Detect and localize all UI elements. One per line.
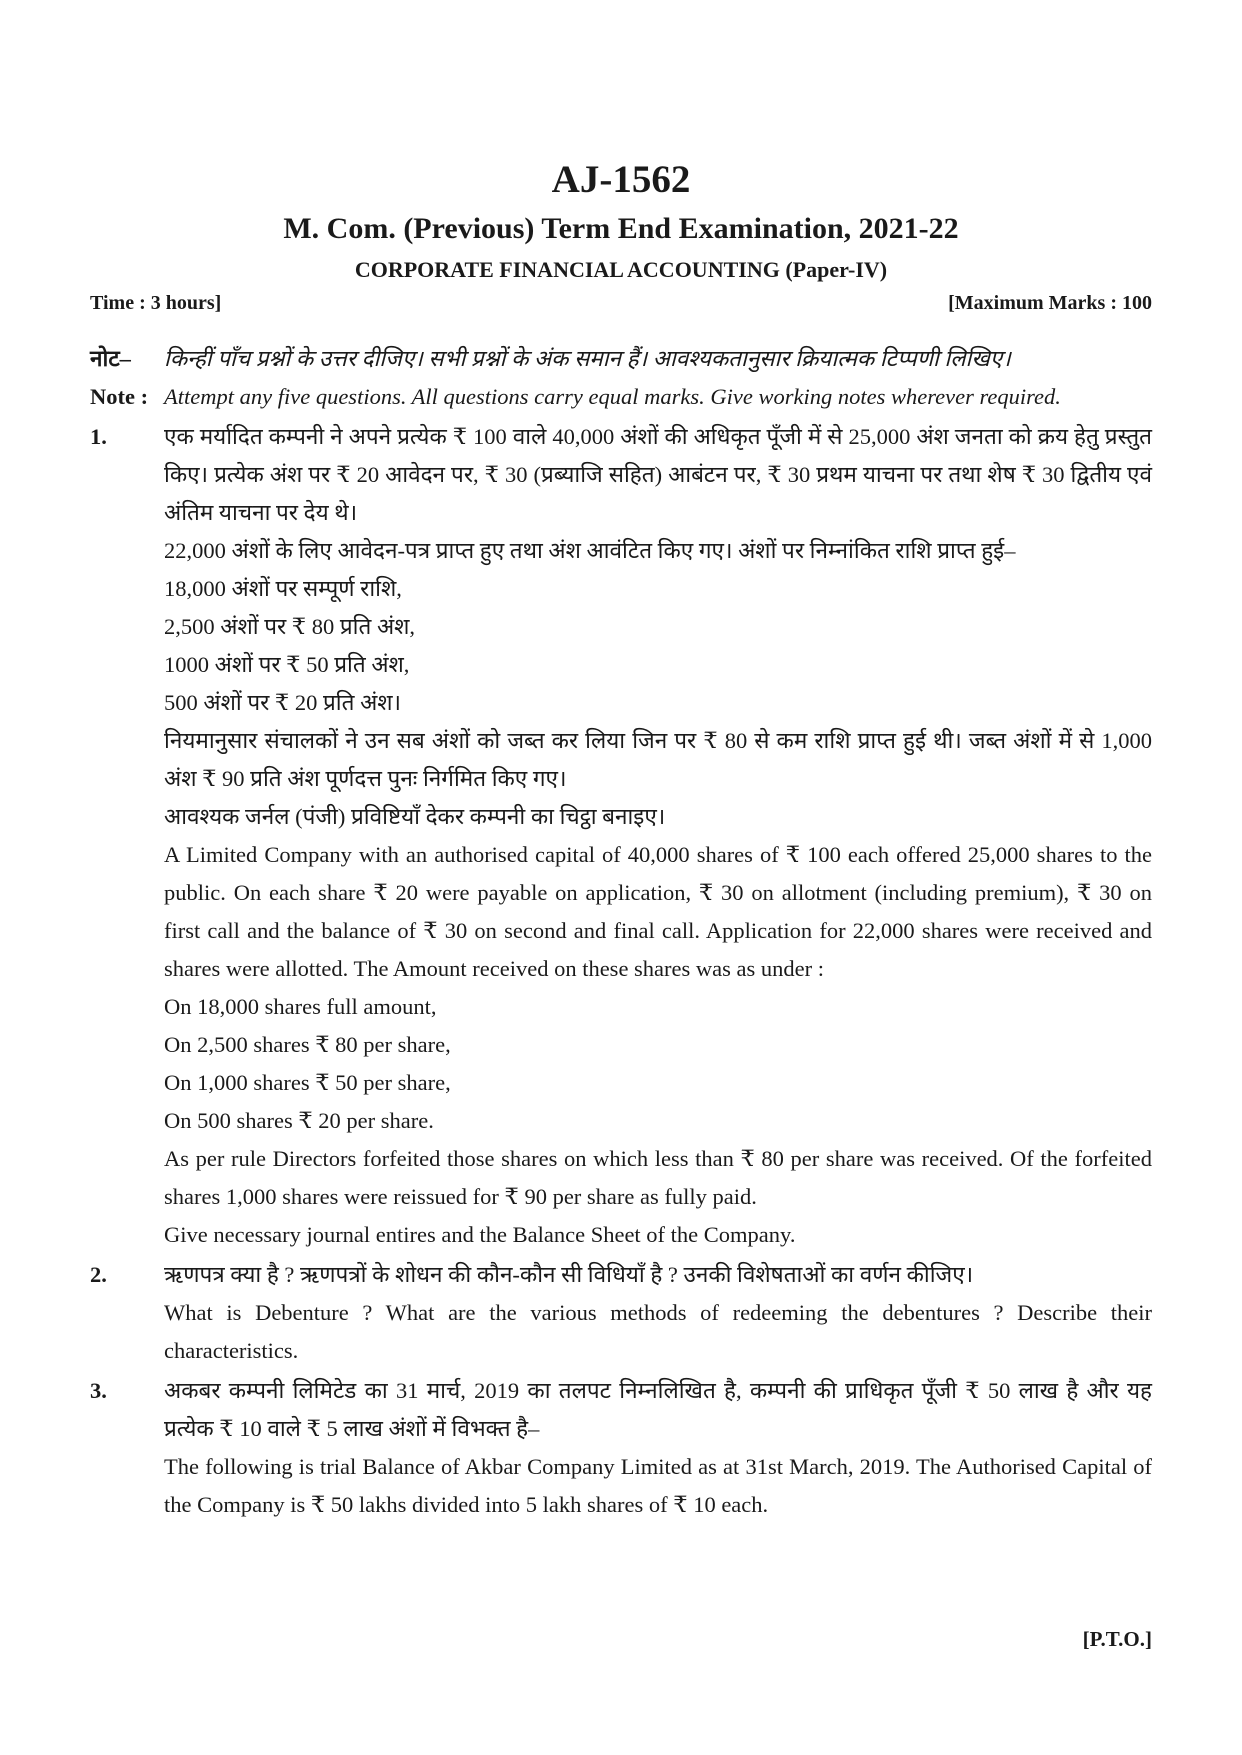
question-body [164, 418, 1152, 1254]
question-line: The following is trial Balance of Akbar Company Limited as at 31st March, 2019. The Authorised Capital of the Company is ₹ 50 lakhs divided into 5 lakh shares of ₹ 10 each. [164, 1454, 1152, 1517]
question-body [164, 1372, 1152, 1524]
question-line: Give necessary journal entires and the Balance Sheet of the Company. [164, 1222, 796, 1247]
hindi-note-text: किन्हीं पाँच प्रश्नों के उत्तर दीजिए। सभी प्रश्नों के अंक समान हैं। आवश्यकतानुसार क्रियात्मक टिप्पणी लिखिए। [164, 346, 1011, 371]
maximum-marks: [Maximum Marks : 100 [948, 292, 1152, 314]
question-2 [90, 1256, 1152, 1370]
question-1 [90, 418, 1152, 1254]
question-line: 500 अंशों पर ₹ 20 प्रति अंश। [164, 690, 402, 715]
question-line: 1000 अंशों पर ₹ 50 प्रति अंश, [164, 652, 410, 677]
question-line: 18,000 अंशों पर सम्पूर्ण राशि, [164, 576, 402, 601]
time-allowed: Time : 3 hours] [90, 292, 222, 314]
paper-code: AJ-1562 [551, 158, 691, 201]
question-line: आवश्यक जर्नल (पंजी) प्रविष्टियाँ देकर कम्पनी का चिट्ठा बनाइए। [164, 804, 666, 829]
question-line: On 500 shares ₹ 20 per share. [164, 1108, 434, 1133]
question-line: A Limited Company with an authorised capital of 40,000 shares of ₹ 100 each offered 25,000 shares to the public. On each share ₹ 20 were payable on application, ₹ 30 on allotment (including premium), ₹ 30 on first call and the balance of ₹ 30 on second and final call. Application for 22,000 shares were received and shares were allotted. The Amount received on these shares was as under : [164, 842, 1152, 981]
question-line: What is Debenture ? What are the various methods of redeeming the debentures ? Describe their characteristics. [164, 1300, 1152, 1363]
please-turn-over: [P.T.O.] [1082, 1627, 1152, 1651]
question-line: 2,500 अंशों पर ₹ 80 प्रति अंश, [164, 614, 416, 639]
english-note-text: Attempt any five questions. All questions carry equal marks. Give working notes wherever required. [164, 384, 1061, 409]
question-body [164, 1256, 1152, 1370]
question-line: On 2,500 shares ₹ 80 per share, [164, 1032, 451, 1057]
question-line: 22,000 अंशों के लिए आवेदन-पत्र प्राप्त हुए तथा अंश आवंटित किए गए। अंशों पर निम्नांकित राशि प्राप्त हुई– [164, 538, 1016, 563]
subject-title: CORPORATE FINANCIAL ACCOUNTING (Paper-IV) [354, 257, 888, 282]
question-line: नियमानुसार संचालकों ने उन सब अंशों को जब्त कर लिया जिन पर ₹ 80 से कम राशि प्राप्त हुई थी। जब्त अंशों में से 1,000 अंश ₹ 90 प्रति अंश पूर्णदत्त पुनः निर्गमित किए गए। [164, 728, 1152, 791]
question-line: ऋणपत्र क्या है ? ऋणपत्रों के शोधन की कौन-कौन सी विधियाँ है ? उनकी विशेषताओं का वर्णन कीजिए। [164, 1262, 974, 1287]
question-line: As per rule Directors forfeited those shares on which less than ₹ 80 per share was received. Of the forfeited shares 1,000 shares were reissued for ₹ 90 per share as fully paid. [164, 1146, 1152, 1209]
question-line: On 1,000 shares ₹ 50 per share, [164, 1070, 451, 1095]
english-note [90, 378, 1152, 416]
question-number: 2. [90, 1262, 107, 1287]
question-line: एक मर्यादित कम्पनी ने अपने प्रत्येक ₹ 100 वाले 40,000 अंशों की अधिकृत पूँजी में से 25,000 अंश जनता को क्रय हेतु प्रस्तुत किए। प्रत्येक अंश पर ₹ 20 आवेदन पर, ₹ 30 (प्रब्याजि सहित) आबंटन पर, ₹ 30 प्रथम याचना पर तथा शेष ₹ 30 द्वितीय एवं अंतिम याचना पर देय थे। [164, 424, 1152, 525]
question-paper-content [90, 340, 1152, 1524]
question-3 [90, 1372, 1152, 1524]
exam-title: M. Com. (Previous) Term End Examination, 2021-22 [283, 212, 959, 245]
question-number: 3. [90, 1378, 107, 1403]
question-number: 1. [90, 424, 107, 449]
english-note-label: Note : [90, 384, 149, 409]
hindi-note-label: नोट– [90, 346, 131, 371]
question-line: On 18,000 shares full amount, [164, 994, 437, 1019]
hindi-note [90, 340, 1152, 378]
question-line: अकबर कम्पनी लिमिटेड का 31 मार्च, 2019 का तलपट निम्नलिखित है, कम्पनी की प्राधिकृत पूँजी ₹ 50 लाख है और यह प्रत्येक ₹ 10 वाले ₹ 5 लाख अंशों में विभक्त है– [164, 1378, 1152, 1441]
